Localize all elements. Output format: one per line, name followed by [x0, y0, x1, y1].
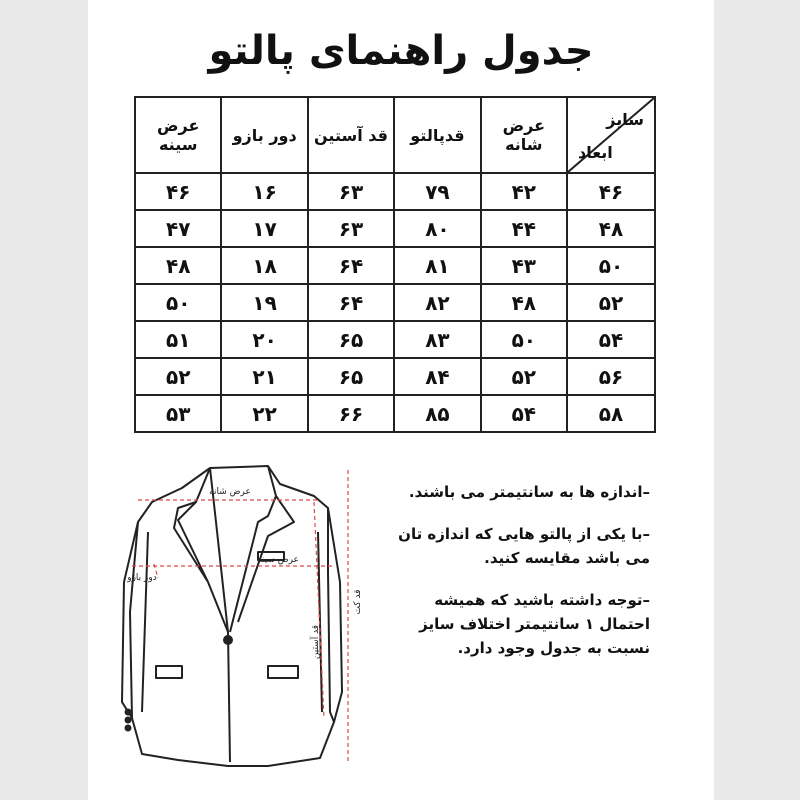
- table-cell: ۱۹: [221, 284, 307, 321]
- page-title: جدول راهنمای پالتو: [208, 28, 594, 74]
- table-cell: ۵۲: [135, 358, 221, 395]
- sleeve-label: قد آستین: [311, 624, 321, 660]
- table-cell: ۸۵: [394, 395, 480, 432]
- arm-label: دور بازو: [127, 573, 157, 583]
- table-cell: ۴۳: [481, 247, 567, 284]
- table-cell: ۵۱: [135, 321, 221, 358]
- table-cell: ۸۴: [394, 358, 480, 395]
- table-cell: ۵۰: [135, 284, 221, 321]
- table-row: [135, 210, 655, 247]
- length-label: قد کت: [353, 589, 363, 615]
- table-cell: ۵۲: [567, 284, 655, 321]
- table-cell: ۶۵: [308, 358, 394, 395]
- table-cell: ۵۲: [481, 358, 567, 395]
- table-cell: ۴۴: [481, 210, 567, 247]
- table-cell: ۴۶: [135, 173, 221, 210]
- header-shoulder-width: عرض شانه: [481, 97, 567, 173]
- note-tolerance: –توجه داشته باشید که همیشه احتمال ۱ سانتیمتر اختلاف سایز نسبت به جدول وجود دارد.: [419, 591, 650, 657]
- note-units: –اندازه ها به سانتیمتر می باشند.: [408, 483, 650, 501]
- header-coat-length: قدپالتو: [394, 97, 480, 173]
- header-arm-circumference: دور بازو: [221, 97, 307, 173]
- table-cell: ۵۸: [567, 395, 655, 432]
- note-compare: –با یکی از پالتو هایی که اندازه تان می باشد مقایسه کنید.: [398, 525, 650, 567]
- table-cell: ۵۰: [567, 247, 655, 284]
- table-cell: ۵۴: [567, 321, 655, 358]
- corner-dimension-label: ابعاد: [578, 143, 613, 162]
- table-cell: ۶۳: [308, 173, 394, 210]
- table-cell: ۵۶: [567, 358, 655, 395]
- table-cell: ۴۷: [135, 210, 221, 247]
- table-cell: ۴۶: [567, 173, 655, 210]
- header-chest-width: عرض سینه: [135, 97, 221, 173]
- table-cell: ۲۰: [221, 321, 307, 358]
- table-cell: ۲۱: [221, 358, 307, 395]
- table-cell: ۷۹: [394, 173, 480, 210]
- table-cell: ۱۷: [221, 210, 307, 247]
- table-cell: ۵۴: [481, 395, 567, 432]
- table-cell: ۶۴: [308, 284, 394, 321]
- table-cell: ۸۱: [394, 247, 480, 284]
- table-cell: ۱۸: [221, 247, 307, 284]
- table-cell: ۴۸: [567, 210, 655, 247]
- table-row: [135, 284, 655, 321]
- table-cell: ۴۸: [481, 284, 567, 321]
- jacket-measurement-diagram: [118, 462, 378, 782]
- corner-size-label: سایز: [606, 110, 644, 129]
- chest-label: عرض سینه: [257, 555, 299, 565]
- table-cell: ۸۲: [394, 284, 480, 321]
- table-cell: ۱۶: [221, 173, 307, 210]
- table-cell: ۶۵: [308, 321, 394, 358]
- table-cell: ۸۳: [394, 321, 480, 358]
- size-table: [134, 96, 656, 433]
- header-sleeve-length: قد آستین: [308, 97, 394, 173]
- corner-header-cell: [567, 97, 655, 173]
- table-row: [135, 173, 655, 210]
- table-header-row: [135, 97, 655, 173]
- table-cell: ۶۴: [308, 247, 394, 284]
- table-cell: ۵۰: [481, 321, 567, 358]
- table-row: [135, 247, 655, 284]
- table-cell: ۲۲: [221, 395, 307, 432]
- table-cell: ۵۳: [135, 395, 221, 432]
- notes-section: [380, 480, 650, 678]
- table-row: [135, 321, 655, 358]
- table-row: [135, 358, 655, 395]
- table-cell: ۶۶: [308, 395, 394, 432]
- table-cell: ۴۸: [135, 247, 221, 284]
- table-cell: ۴۲: [481, 173, 567, 210]
- table-row: [135, 395, 655, 432]
- shoulder-label: عرض شانه: [209, 487, 251, 497]
- table-cell: ۸۰: [394, 210, 480, 247]
- table-cell: ۶۳: [308, 210, 394, 247]
